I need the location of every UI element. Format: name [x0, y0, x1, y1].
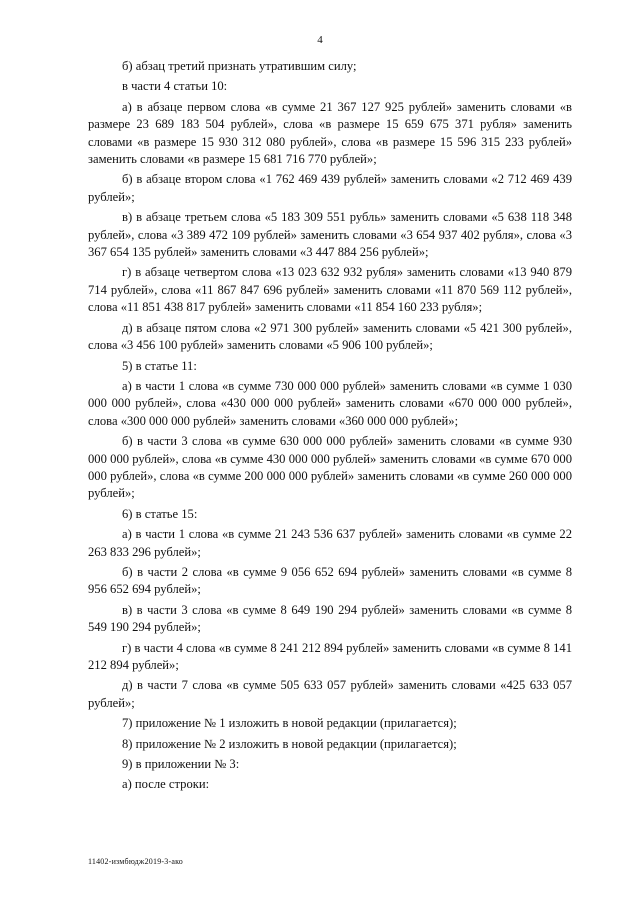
- paragraph: г) в абзаце четвертом слова «13 023 632 932 рубля» заменить словами «13 940 879 714 рублей», слова «11 867 847 696 рублей» заменить словами «11 870 569 112 рублей», слова «11 851 438 817 рублей» заменить словами «11 854 160 233 рубля»;: [88, 265, 572, 315]
- paragraph: а) в части 1 слова «в сумме 21 243 536 637 рублей» заменить словами «в сумме 22 263 833 296 рублей»;: [88, 527, 572, 559]
- paragraph: в части 4 статьи 10:: [122, 79, 228, 94]
- paragraph: б) абзац третий признать утратившим силу;: [122, 59, 357, 73]
- paragraph: в) в абзаце третьем слова «5 183 309 551 рубль» заменить словами «5 638 118 348 рублей», слова «3 389 472 109 рублей» заменить словами «3 654 937 402 рубля», слова «3 367 654 135 рублей» заменить словами «3 447 884 256 рублей»;: [88, 210, 572, 260]
- paragraph: а) в части 1 слова «в сумме 730 000 000 рублей» заменить словами «в сумме 1 030 000 000 рублей», слова «430 000 000 рублей» заменить словами «670 000 000 рублей», слова «300 000 000 рублей» заменить словами «360 000 000 рублей»;: [88, 378, 572, 428]
- paragraph: 7) приложение № 1 изложить в новой редакции (прилагается);: [122, 716, 457, 731]
- document-body: [88, 58, 572, 797]
- paragraph: а) после строки:: [122, 777, 210, 792]
- paragraph: б) в части 2 слова «в сумме 9 056 652 694 рублей» заменить словами «в сумме 8 956 652 694 рублей»;: [88, 564, 572, 597]
- document-code-footer: 11402-измбюдж2019-3-ако: [88, 857, 183, 866]
- paragraph: д) в абзаце пятом слова «2 971 300 рублей» заменить словами «5 421 300 рублей», слова «3 456 100 рублей» заменить словами «5 906 100 рублей»;: [88, 320, 572, 353]
- paragraph: б) в части 3 слова «в сумме 630 000 000 рублей» заменить словами «в сумме 930 000 000 рублей», слова «в сумме 430 000 000 рублей» заменить словами «в сумме 670 000 000 рублей», слова «в сумме 200 000 000 рублей» заменить словами «в сумме 260 000 000 рублей»;: [88, 434, 572, 501]
- paragraph: 5) в статье 11:: [122, 358, 197, 373]
- paragraph: б) в абзаце втором слова «1 762 469 439 рублей» заменить словами «2 712 469 439 рублей»;: [88, 172, 572, 204]
- page-number: 4: [317, 34, 323, 46]
- paragraph: 9) в приложении № 3:: [122, 757, 240, 772]
- paragraph: 8) приложение № 2 изложить в новой редакции (прилагается);: [122, 736, 457, 751]
- paragraph: д) в части 7 слова «в сумме 505 633 057 рублей» заменить словами «425 633 057 рублей»;: [88, 678, 572, 710]
- paragraph: а) в абзаце первом слова «в сумме 21 367 127 925 рублей» заменить словами «в размере 23 689 183 504 рублей», слова «в размере 15 659 675 371 рубля» заменить словами «в размере 15 930 312 080 рублей», слова «в размере 15 596 315 233 рублей» заменить словами «в размере 15 681 716 770 рублей»;: [88, 99, 572, 167]
- paragraph: 6) в статье 15:: [122, 506, 198, 521]
- paragraph: г) в части 4 слова «в сумме 8 241 212 894 рублей» заменить словами «в сумме 8 141 212 894 рублей»;: [88, 640, 572, 672]
- paragraph: в) в части 3 слова «в сумме 8 649 190 294 рублей» заменить словами «в сумме 8 549 190 294 рублей»;: [88, 602, 572, 635]
